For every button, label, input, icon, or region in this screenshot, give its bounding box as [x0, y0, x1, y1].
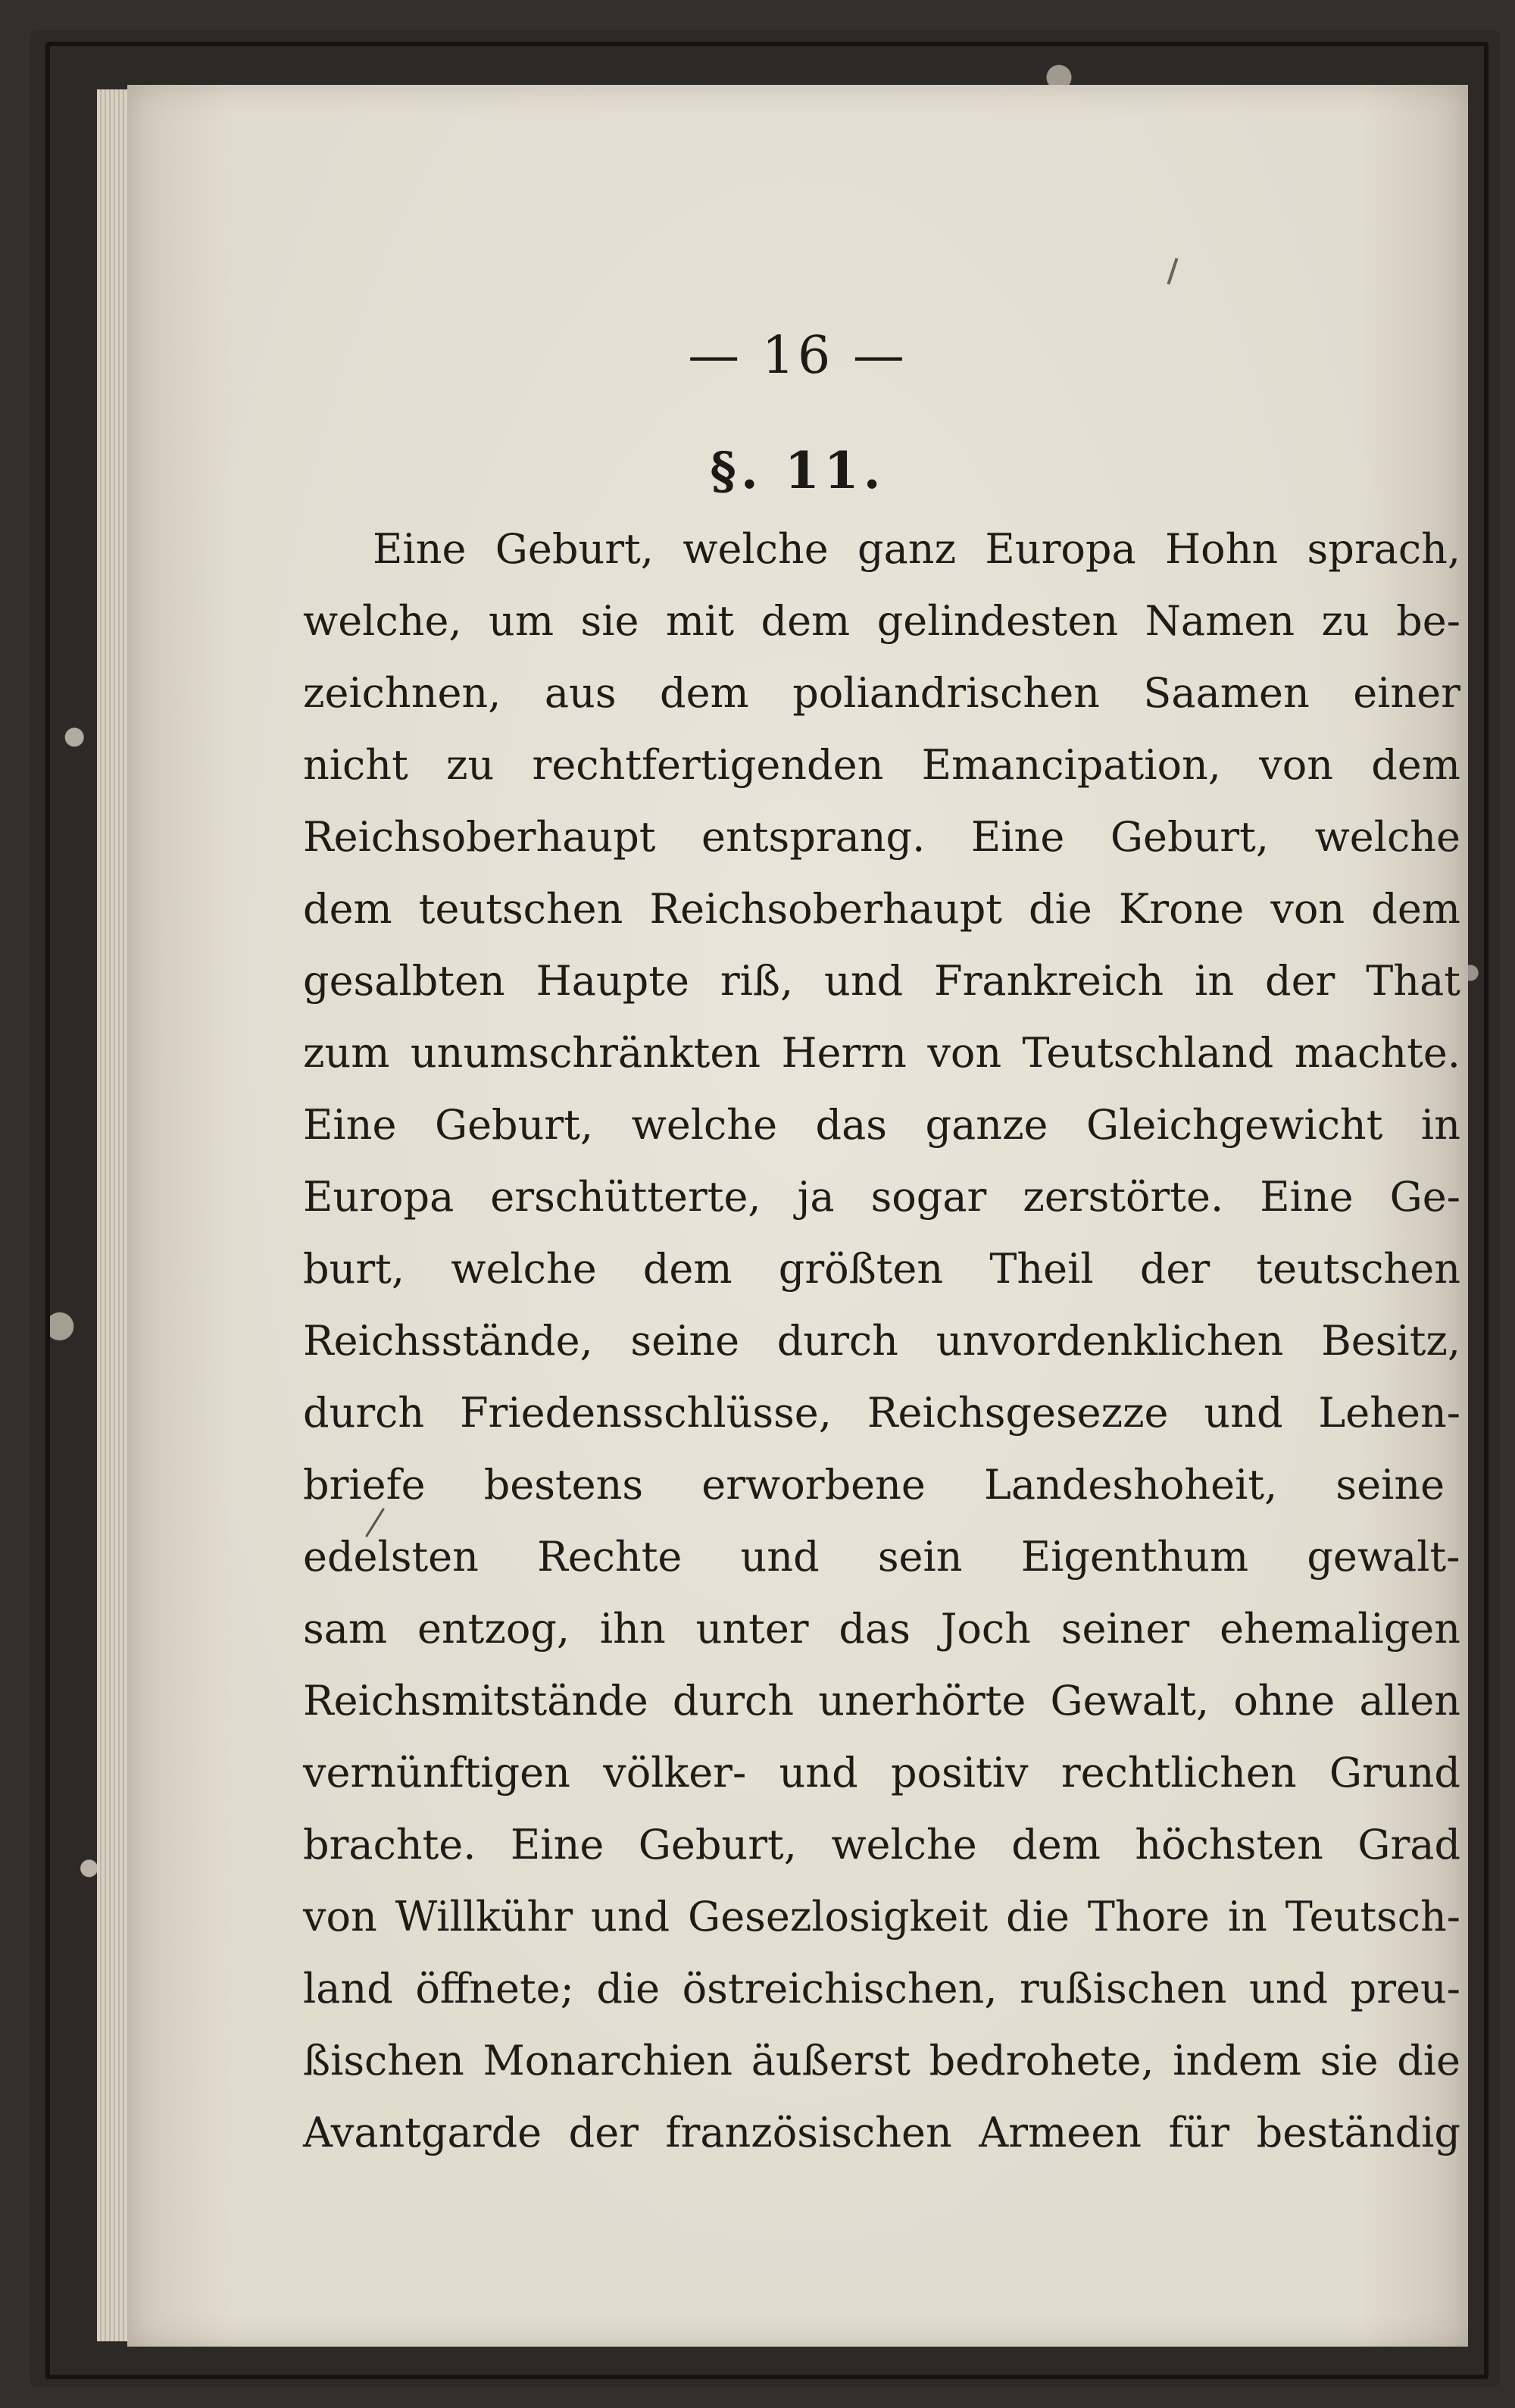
text-line: land öffnete; die östreichischen, rußischen und preu-	[303, 1965, 1460, 2012]
page-number: — 16 —	[688, 326, 907, 386]
text-line: zum unumschränkten Herrn von Teutschland machte.	[303, 1029, 1460, 1077]
text-line: brachte. Eine Geburt, welche dem höchsten Grad	[303, 1821, 1461, 1869]
text-line: Reichsoberhaupt entsprang. Eine Geburt, welche	[303, 813, 1460, 861]
text-line: dem teutschen Reichsoberhaupt die Krone von dem	[303, 885, 1460, 933]
text-line: Eine Geburt, welche ganz Europa Hohn sprach,	[373, 525, 1461, 573]
text-line: von Willkühr und Gesezlosigkeit die Thore in Teutsch-	[303, 1893, 1460, 1940]
text-line: edelsten Rechte und sein Eigenthum gewalt-	[303, 1533, 1460, 1581]
text-line: nicht zu rechtfertigenden Emancipation, von dem	[303, 741, 1460, 789]
body-text	[303, 513, 1460, 2169]
text-line: Eine Geburt, welche das ganze Gleichgewicht in	[303, 1101, 1460, 1149]
book-page	[127, 85, 1468, 2347]
text-line: sam entzog, ihn unter das Joch seiner ehemaligen	[303, 1605, 1461, 1653]
text-line: Reichsmitstände durch unerhörte Gewalt, ohne allen	[303, 1677, 1460, 1725]
text-line: Avantgarde der französischen Armeen für beständig	[303, 2109, 1460, 2156]
text-line: Reichsstände, seine durch unvordenklichen Besitz,	[303, 1317, 1461, 1365]
text-line: Europa erschütterte, ja sogar zerstörte. Eine Ge-	[303, 1173, 1460, 1221]
text-line: burt, welche dem größten Theil der teutschen	[303, 1245, 1460, 1293]
text-line: welche, um sie mit dem gelindesten Namen zu be-	[303, 597, 1460, 645]
section-heading: §. 11.	[710, 441, 886, 500]
text-line: durch Friedensschlüsse, Reichsgesezze und Lehen-	[303, 1389, 1460, 1437]
ink-mark	[1167, 258, 1179, 284]
text-line: gesalbten Haupte riß, und Frankreich in der That	[303, 957, 1460, 1005]
text-line: briefe bestens erworbene Landeshoheit, seine	[303, 1461, 1445, 1509]
text-line: vernünftigen völker- und positiv rechtlichen Grund	[303, 1749, 1460, 1797]
text-line: ßischen Monarchien äußerst bedrohete, indem sie die	[303, 2037, 1461, 2084]
text-line: zeichnen, aus dem poliandrischen Saamen einer	[303, 669, 1460, 717]
